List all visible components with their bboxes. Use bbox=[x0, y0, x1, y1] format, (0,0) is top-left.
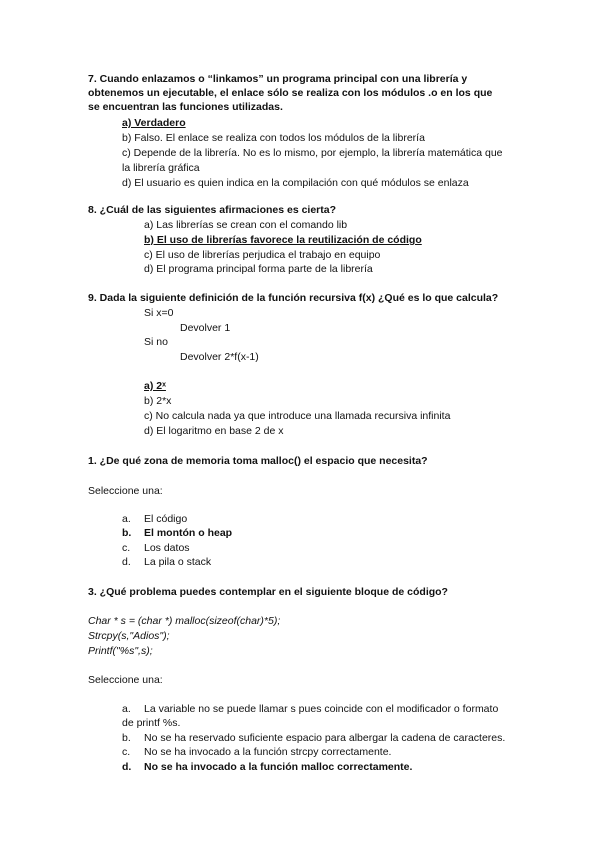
q1-option-d bbox=[122, 556, 211, 569]
q7-title-line-1: 7. Cuando enlazamos o “linkamos” un programa principal con una librería y bbox=[88, 73, 468, 85]
q1-option-a-letter: a. bbox=[122, 513, 131, 525]
q8-option-a: a) Las librerías se crean con el comando lib bbox=[144, 219, 348, 231]
q3-title: 3. ¿Qué problema puedes contemplar en el siguiente bloque de código? bbox=[88, 586, 448, 598]
q9-def-line-2: Devolver 1 bbox=[180, 322, 231, 334]
q3-prompt: Seleccione una: bbox=[88, 674, 163, 686]
q9-option-a: a) 2ˣ bbox=[144, 380, 166, 392]
q3-code-line-1: Char * s = (char *) malloc(sizeof(char)*5); bbox=[88, 615, 281, 627]
q8-option-b: b) El uso de librerías favorece la reutilización de código bbox=[144, 234, 422, 246]
q3-code-line-2: Strcpy(s,"Adios"); bbox=[88, 630, 170, 642]
q3-option-c bbox=[122, 746, 391, 759]
q1-option-b-text: El montón o heap bbox=[144, 527, 233, 539]
q7-option-d: d) El usuario es quien indica en la compilación con qué módulos se enlaza bbox=[122, 177, 469, 189]
q9-option-c: c) No calcula nada ya que introduce una llamada recursiva infinita bbox=[144, 410, 451, 422]
q3-option-d-letter: d. bbox=[122, 761, 132, 773]
q1-option-d-text: La pila o stack bbox=[144, 556, 212, 568]
q8-title: 8. ¿Cuál de las siguientes afirmaciones es cierta? bbox=[88, 204, 337, 216]
q3-option-b-letter: b. bbox=[122, 732, 131, 744]
q3-option-d-text: No se ha invocado a la función malloc correctamente. bbox=[144, 761, 413, 773]
q1-option-a bbox=[122, 513, 187, 526]
q1-title: 1. ¿De qué zona de memoria toma malloc() el espacio que necesita? bbox=[88, 455, 428, 467]
q3-option-a-cont bbox=[122, 717, 180, 730]
q8-option-d: d) El programa principal forma parte de la librería bbox=[144, 263, 373, 275]
q1-option-c bbox=[122, 542, 190, 555]
q3-option-a-text: La variable no se puede llamar s pues coincide con el modificador o formato bbox=[144, 703, 499, 715]
q1-option-a-text: El código bbox=[144, 513, 188, 525]
q7-option-c-cont: la librería gráfica bbox=[122, 162, 200, 174]
q7-option-a: a) Verdadero bbox=[122, 117, 186, 129]
q1-prompt: Seleccione una: bbox=[88, 485, 163, 497]
q9-def-line-4: Devolver 2*f(x-1) bbox=[180, 351, 259, 363]
q3-option-c-text: No se ha invocado a la función strcpy correctamente. bbox=[144, 746, 392, 758]
q1-option-b-letter: b. bbox=[122, 527, 132, 539]
q7-title-line-3: se encuentran las funciones utilizadas. bbox=[88, 101, 283, 113]
q9-option-d: d) El logaritmo en base 2 de x bbox=[144, 425, 284, 437]
q3-code-line-3: Printf("%s",s); bbox=[88, 645, 153, 657]
q3-option-a-cont-text: de printf %s. bbox=[122, 717, 181, 729]
q3-option-d bbox=[122, 761, 412, 774]
q1-option-c-text: Los datos bbox=[144, 542, 190, 554]
q3-option-b-text: No se ha reservado suficiente espacio para albergar la cadena de caracteres. bbox=[144, 732, 506, 744]
q1-option-c-letter: c. bbox=[122, 542, 131, 554]
q1-option-b bbox=[122, 527, 232, 540]
q3-option-b bbox=[122, 732, 505, 745]
q9-option-b: b) 2*x bbox=[144, 395, 172, 407]
q3-option-a-letter: a. bbox=[122, 703, 131, 715]
q9-def-line-1: Si x=0 bbox=[144, 307, 174, 319]
q1-option-d-letter: d. bbox=[122, 556, 131, 568]
q9-title: 9. Dada la siguiente definición de la función recursiva f(x) ¿Qué es lo que calcula? bbox=[88, 292, 499, 304]
q9-def-line-3: Si no bbox=[144, 336, 168, 348]
q7-option-c: c) Depende de la librería. No es lo mismo, por ejemplo, la librería matemática que bbox=[122, 147, 503, 159]
q3-option-c-letter: c. bbox=[122, 746, 131, 758]
q7-option-b: b) Falso. El enlace se realiza con todos los módulos de la librería bbox=[122, 132, 425, 144]
q8-option-c: c) El uso de librerías perjudica el trabajo en equipo bbox=[144, 249, 381, 261]
q7-title-line-2: obtenemos un ejecutable, el enlace sólo se realiza con los módulos .o en los que bbox=[88, 87, 493, 99]
q3-option-a bbox=[122, 703, 498, 716]
